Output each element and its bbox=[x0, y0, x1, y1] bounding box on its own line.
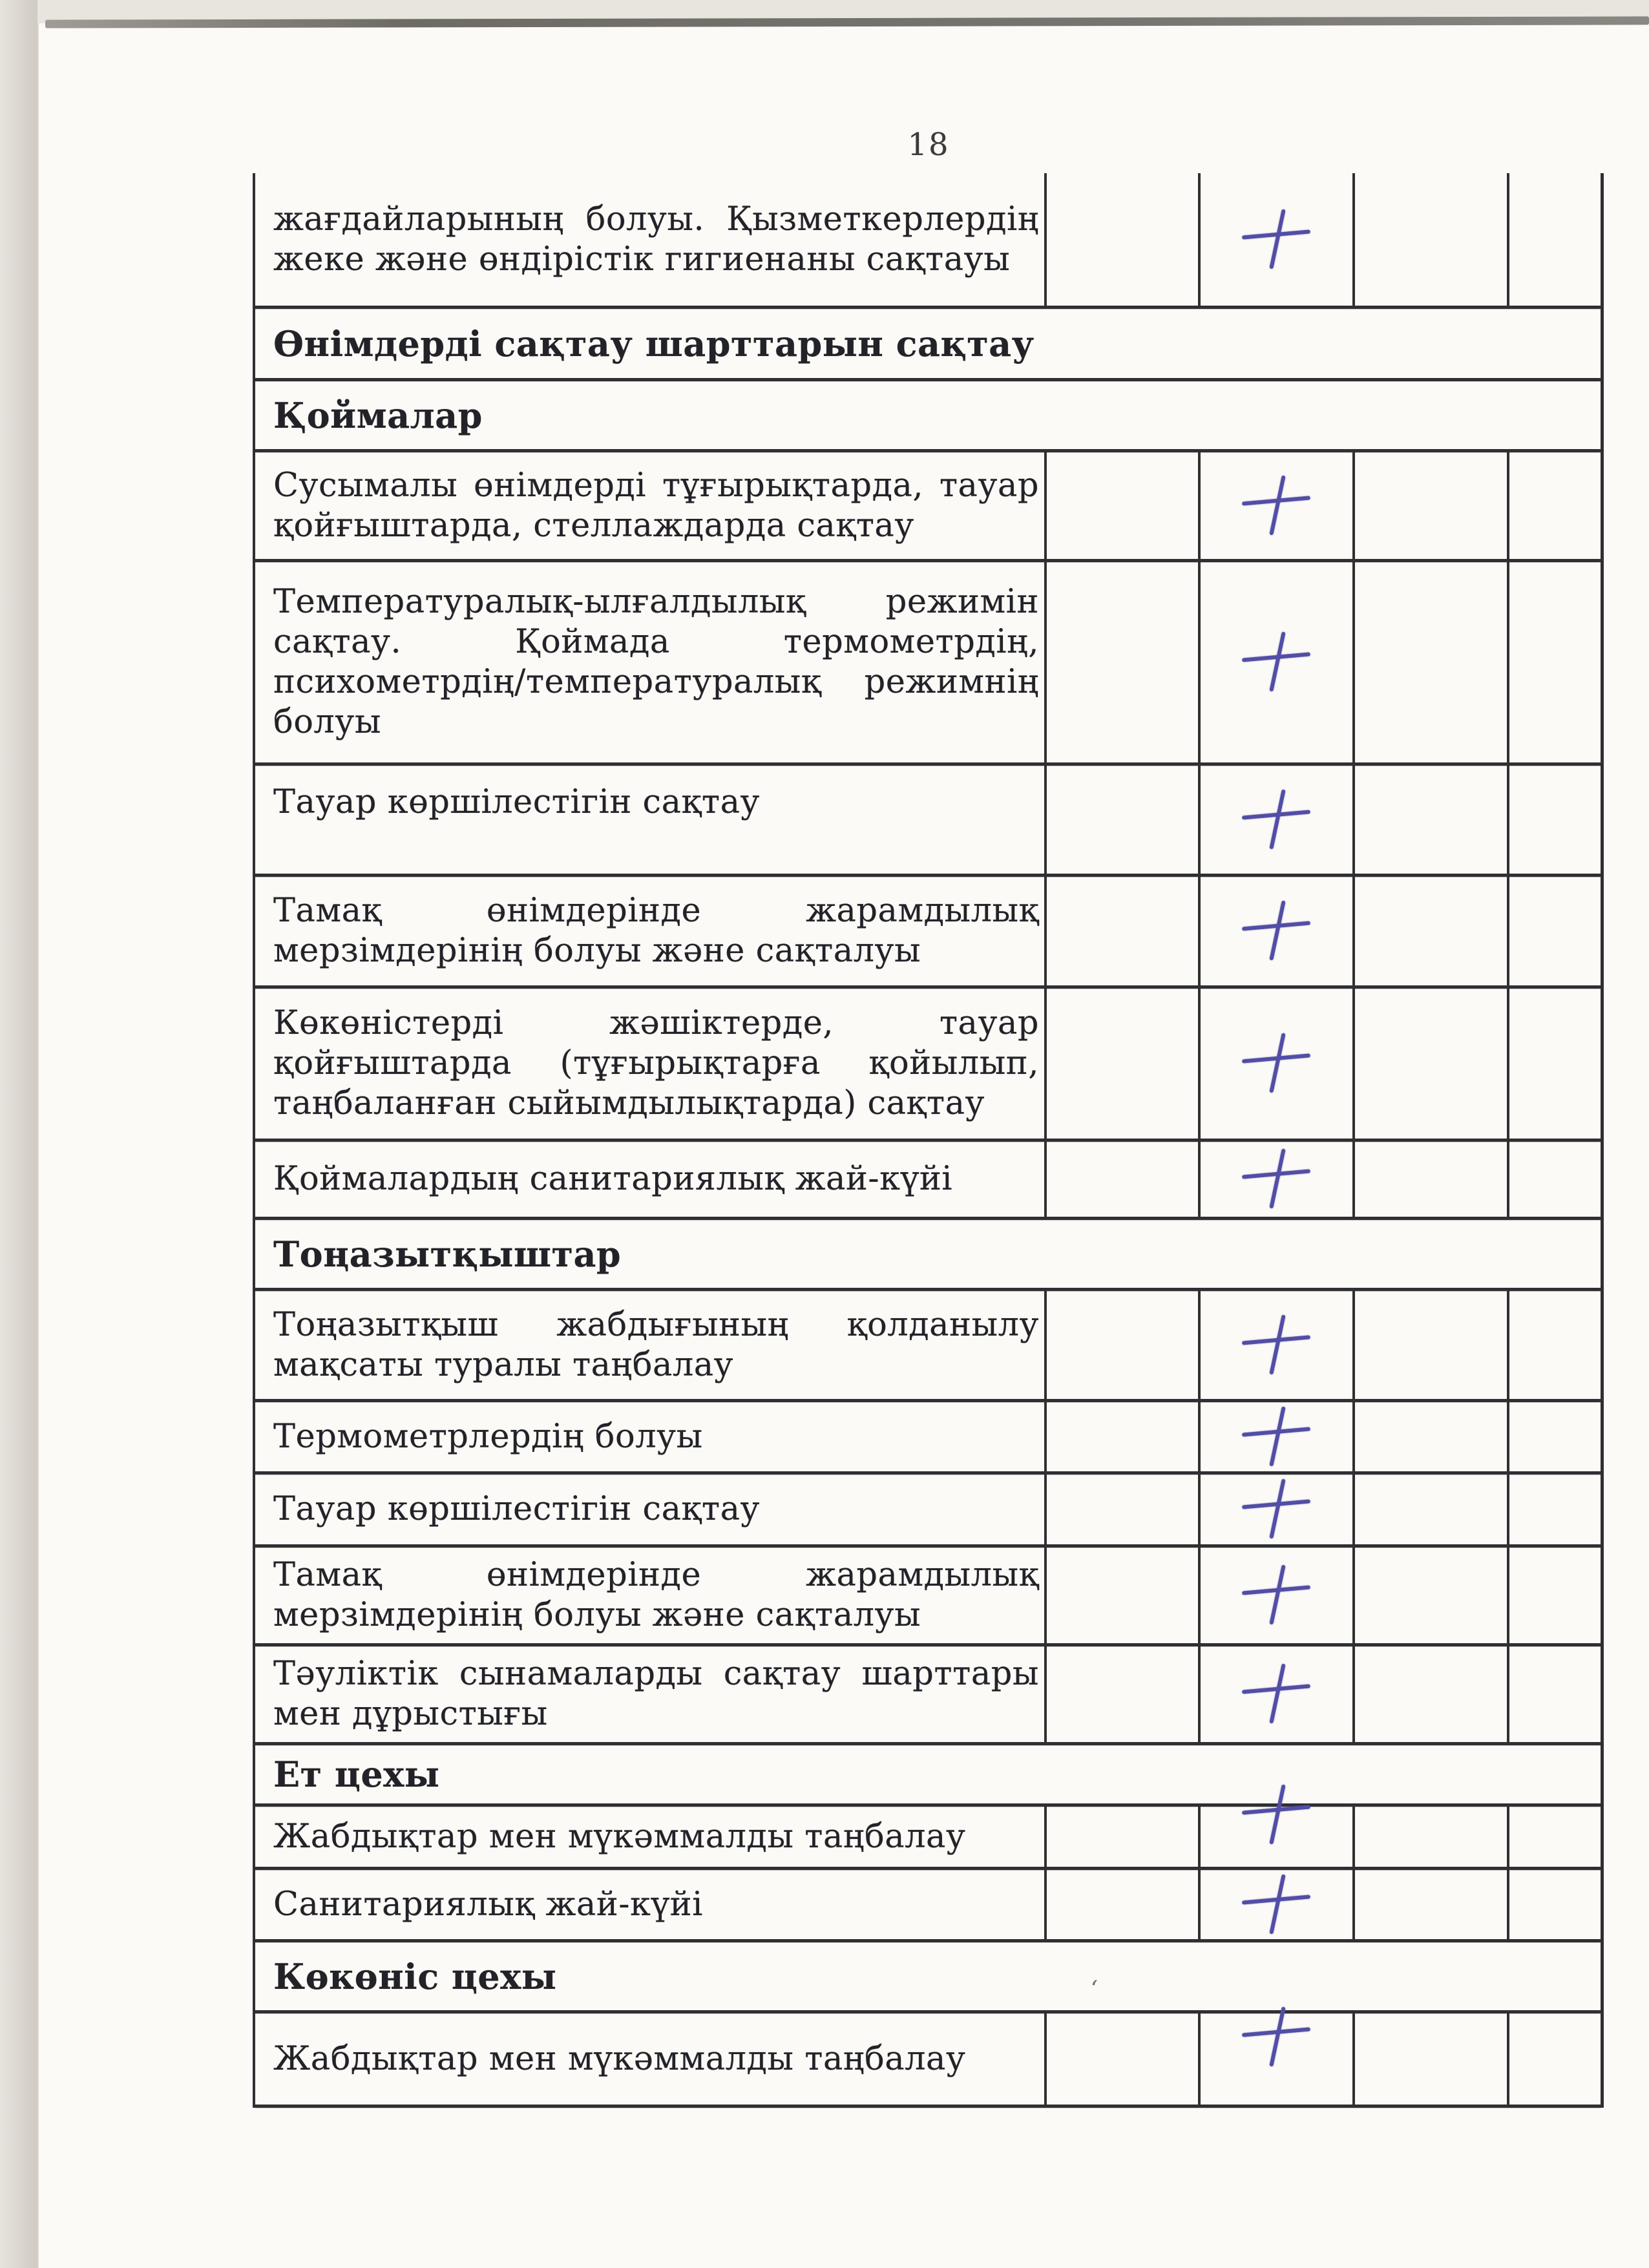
section-title-cell bbox=[255, 1220, 1601, 1288]
row-text: Термометрлердің болуы bbox=[273, 1417, 703, 1456]
section-title: Көкөніс цехы bbox=[273, 1955, 557, 1997]
section-title-cell bbox=[255, 381, 1601, 449]
mark-cell-2 bbox=[1201, 1142, 1355, 1217]
mark-cell-3 bbox=[1355, 877, 1509, 985]
row-text-cell bbox=[255, 173, 1047, 306]
table-row bbox=[255, 2013, 1601, 2108]
mark-cell-3 bbox=[1355, 1142, 1509, 1217]
mark-cell-1 bbox=[1047, 1807, 1201, 1867]
handwritten-plus-mark-icon bbox=[1238, 634, 1316, 691]
section-header-row bbox=[255, 1220, 1601, 1291]
row-text-cell bbox=[255, 1807, 1047, 1867]
handwritten-plus-mark-icon bbox=[1238, 1876, 1316, 1933]
mark-cell-3 bbox=[1355, 766, 1509, 874]
mark-cell-1 bbox=[1047, 2013, 1201, 2105]
mark-cell-4 bbox=[1509, 877, 1601, 985]
mark-cell-2 bbox=[1201, 1548, 1355, 1643]
handwritten-plus-mark-icon bbox=[1238, 211, 1316, 268]
mark-cell-4 bbox=[1509, 1807, 1601, 1867]
row-text: Тауар көршілестігін сақтау bbox=[273, 1490, 761, 1528]
row-text: Санитариялық жай-күйі bbox=[273, 1885, 703, 1924]
plus-vertical-stroke bbox=[1269, 1148, 1285, 1208]
mark-cell-4 bbox=[1509, 1548, 1601, 1643]
row-text: Сусымалы өнімдерді тұғырықтарда, тауар қойғыштарда, стеллаждарда сақтау bbox=[273, 466, 1039, 545]
mark-cell-3 bbox=[1355, 1807, 1509, 1867]
plus-vertical-stroke bbox=[1269, 1314, 1285, 1374]
page-number: 18 bbox=[907, 127, 950, 163]
mark-cell-2 bbox=[1201, 1402, 1355, 1471]
table-row bbox=[255, 173, 1601, 309]
section-title-cell bbox=[255, 309, 1601, 378]
mark-cell-1 bbox=[1047, 562, 1201, 762]
mark-cell-2 bbox=[1201, 766, 1355, 874]
mark-cell-4 bbox=[1509, 1142, 1601, 1217]
mark-cell-2 bbox=[1201, 1807, 1355, 1867]
mark-cell-4 bbox=[1509, 1291, 1601, 1399]
mark-cell-2 bbox=[1201, 173, 1355, 306]
mark-cell-4 bbox=[1509, 562, 1601, 762]
row-text: Көкөністерді жәшіктерде, тауар қойғыштарда (тұғырықтарға қойылып, таңбаланған сыйымдылықтарда) сақтау bbox=[273, 1004, 1039, 1122]
plus-vertical-stroke bbox=[1269, 475, 1285, 535]
plus-vertical-stroke bbox=[1269, 2006, 1285, 2066]
section-header-row bbox=[255, 309, 1601, 381]
mark-cell-2 bbox=[1201, 1870, 1355, 1939]
mark-cell-2 bbox=[1201, 1291, 1355, 1399]
mark-cell-1 bbox=[1047, 1291, 1201, 1399]
ink-artifact: ʻ bbox=[1087, 1975, 1099, 2003]
mark-cell-4 bbox=[1509, 452, 1601, 559]
table-row bbox=[255, 562, 1601, 766]
mark-cell-1 bbox=[1047, 877, 1201, 985]
section-title: Тоңазытқыштар bbox=[273, 1233, 622, 1275]
row-text-cell bbox=[255, 1646, 1047, 1742]
mark-cell-3 bbox=[1355, 173, 1509, 306]
checklist-table bbox=[253, 173, 1604, 2108]
handwritten-plus-mark-icon bbox=[1238, 1481, 1316, 1538]
mark-cell-3 bbox=[1355, 1548, 1509, 1643]
row-text-cell bbox=[255, 1548, 1047, 1643]
row-text-cell bbox=[255, 2013, 1047, 2105]
handwritten-plus-mark-icon bbox=[1238, 792, 1316, 848]
mark-cell-4 bbox=[1509, 173, 1601, 306]
mark-cell-2 bbox=[1201, 1475, 1355, 1544]
section-title: Өнімдерді сақтау шарттарын сақтау bbox=[273, 322, 1035, 364]
table-row bbox=[255, 1291, 1601, 1402]
row-text: жағдайларының болуы. Қызметкерлердің жеке және өндірістік гигиенаны сақтауы bbox=[273, 200, 1039, 278]
table-row bbox=[255, 1402, 1601, 1475]
mark-cell-3 bbox=[1355, 452, 1509, 559]
mark-cell-1 bbox=[1047, 1870, 1201, 1939]
table-row bbox=[255, 877, 1601, 989]
mark-cell-1 bbox=[1047, 989, 1201, 1139]
mark-cell-4 bbox=[1509, 989, 1601, 1139]
plus-vertical-stroke bbox=[1269, 1564, 1285, 1624]
plus-vertical-stroke bbox=[1269, 1784, 1285, 1844]
mark-cell-2 bbox=[1201, 989, 1355, 1139]
section-header-row bbox=[255, 1745, 1601, 1807]
row-text: Тоңазытқыш жабдығының қолданылу мақсаты туралы таңбалау bbox=[273, 1305, 1039, 1384]
mark-cell-1 bbox=[1047, 1402, 1201, 1471]
handwritten-plus-mark-icon bbox=[1238, 1787, 1316, 1843]
mark-cell-2 bbox=[1201, 562, 1355, 762]
table-row bbox=[255, 989, 1601, 1142]
handwritten-plus-mark-icon bbox=[1238, 903, 1316, 960]
mark-cell-1 bbox=[1047, 766, 1201, 874]
section-header-row bbox=[255, 381, 1601, 452]
mark-cell-3 bbox=[1355, 989, 1509, 1139]
mark-cell-2 bbox=[1201, 1646, 1355, 1742]
plus-vertical-stroke bbox=[1269, 1663, 1285, 1723]
mark-cell-3 bbox=[1355, 1870, 1509, 1939]
row-text: Тамақ өнімдерінде жарамдылық мерзімдерінің болуы және сақталуы bbox=[273, 1556, 1039, 1634]
mark-cell-1 bbox=[1047, 1646, 1201, 1742]
handwritten-plus-mark-icon bbox=[1238, 1151, 1316, 1208]
mark-cell-3 bbox=[1355, 562, 1509, 762]
row-text-cell bbox=[255, 562, 1047, 762]
handwritten-plus-mark-icon bbox=[1238, 1567, 1316, 1624]
mark-cell-2 bbox=[1201, 452, 1355, 559]
row-text: Тәуліктік сынамаларды сақтау шарттары мен дұрыстығы bbox=[273, 1655, 1039, 1733]
section-title: Ет цехы bbox=[273, 1754, 440, 1795]
plus-vertical-stroke bbox=[1269, 1033, 1285, 1093]
mark-cell-4 bbox=[1509, 1870, 1601, 1939]
table-row bbox=[255, 452, 1601, 562]
mark-cell-2 bbox=[1201, 877, 1355, 985]
row-text-cell bbox=[255, 989, 1047, 1139]
plus-vertical-stroke bbox=[1269, 1478, 1285, 1538]
mark-cell-1 bbox=[1047, 173, 1201, 306]
plus-vertical-stroke bbox=[1269, 1874, 1285, 1934]
mark-cell-1 bbox=[1047, 1142, 1201, 1217]
row-text-cell bbox=[255, 1475, 1047, 1544]
handwritten-plus-mark-icon bbox=[1238, 1317, 1316, 1374]
table-row bbox=[255, 1475, 1601, 1548]
handwritten-plus-mark-icon bbox=[1238, 2009, 1316, 2066]
mark-cell-4 bbox=[1509, 1475, 1601, 1544]
plus-vertical-stroke bbox=[1269, 209, 1285, 269]
row-text: Тамақ өнімдерінде жарамдылық мерзімдерінің болуы және сақталуы bbox=[273, 892, 1039, 970]
section-title-cell bbox=[255, 1942, 1601, 2010]
table-row bbox=[255, 1807, 1601, 1870]
row-text: Жабдықтар мен мүкәммалды таңбалау bbox=[273, 2039, 966, 2078]
plus-vertical-stroke bbox=[1269, 631, 1285, 691]
row-text-cell bbox=[255, 1402, 1047, 1471]
handwritten-plus-mark-icon bbox=[1238, 1409, 1316, 1465]
row-text: Тауар көршілестігін сақтау bbox=[273, 783, 761, 821]
row-text-cell bbox=[255, 766, 1047, 874]
mark-cell-4 bbox=[1509, 2013, 1601, 2105]
plus-vertical-stroke bbox=[1269, 789, 1285, 849]
mark-cell-3 bbox=[1355, 1402, 1509, 1471]
section-title: Қоймалар bbox=[273, 394, 483, 436]
mark-cell-4 bbox=[1509, 1402, 1601, 1471]
row-text: Қоймалардың санитариялық жай-күйі bbox=[273, 1160, 953, 1198]
mark-cell-3 bbox=[1355, 1646, 1509, 1742]
row-text-cell bbox=[255, 877, 1047, 985]
plus-vertical-stroke bbox=[1269, 1406, 1285, 1466]
table-row bbox=[255, 766, 1601, 877]
mark-cell-1 bbox=[1047, 1475, 1201, 1544]
mark-cell-3 bbox=[1355, 1291, 1509, 1399]
table-row bbox=[255, 1142, 1601, 1220]
table-row bbox=[255, 1870, 1601, 1942]
row-text-cell bbox=[255, 1142, 1047, 1217]
handwritten-plus-mark-icon bbox=[1238, 478, 1316, 534]
mark-cell-2 bbox=[1201, 2013, 1355, 2105]
mark-cell-3 bbox=[1355, 1475, 1509, 1544]
mark-cell-3 bbox=[1355, 2013, 1509, 2105]
row-text-cell bbox=[255, 1870, 1047, 1939]
section-header-row bbox=[255, 1942, 1601, 2013]
row-text: Температуралық-ылғалдылық режимін сақтау. Қоймада термометрдің, психометрдің/температуралық режимнің болуы bbox=[273, 583, 1039, 741]
row-text-cell bbox=[255, 452, 1047, 559]
mark-cell-1 bbox=[1047, 452, 1201, 559]
section-title-cell bbox=[255, 1745, 1601, 1803]
handwritten-plus-mark-icon bbox=[1238, 1666, 1316, 1723]
row-text: Жабдықтар мен мүкәммалды таңбалау bbox=[273, 1817, 966, 1856]
row-text-cell bbox=[255, 1291, 1047, 1399]
plus-vertical-stroke bbox=[1269, 900, 1285, 960]
handwritten-plus-mark-icon bbox=[1238, 1035, 1316, 1092]
mark-cell-4 bbox=[1509, 1646, 1601, 1742]
mark-cell-1 bbox=[1047, 1548, 1201, 1643]
table-row bbox=[255, 1548, 1601, 1646]
mark-cell-4 bbox=[1509, 766, 1601, 874]
scan-left-strip bbox=[0, 0, 37, 2268]
table-row bbox=[255, 1646, 1601, 1745]
